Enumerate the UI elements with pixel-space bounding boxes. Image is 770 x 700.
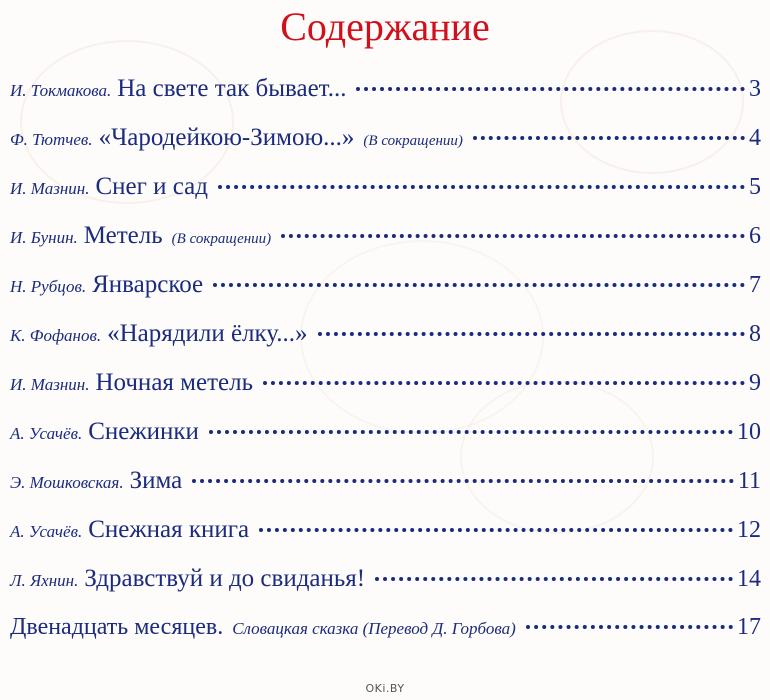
dot-leader (473, 136, 745, 140)
toc-entry[interactable] (0, 369, 770, 418)
entry-author: А. Усачёв. (10, 424, 83, 443)
watermark: OKi.BY (365, 682, 405, 695)
entry-author: Л. Яхнин. (10, 571, 79, 590)
entry-author: И. Бунин. (10, 228, 78, 247)
entry-title: Январское (92, 271, 204, 298)
entry-author: Э. Мошковская. (10, 473, 124, 492)
toc-entry[interactable] (0, 173, 770, 222)
entry-page-number: 7 (749, 272, 761, 298)
entry-title: Здравствуй и до свиданья! (84, 565, 366, 592)
entry-page-number: 4 (749, 125, 761, 151)
dot-leader (375, 577, 733, 581)
entry-page-number: 3 (749, 76, 761, 102)
entry-title: Снежная книга (88, 516, 250, 543)
toc-entry[interactable] (0, 271, 770, 320)
toc-entry[interactable] (0, 565, 770, 614)
toc-entry[interactable] (0, 222, 770, 271)
entry-author: И. Токмакова. (10, 81, 112, 100)
toc-entry[interactable] (0, 124, 770, 173)
dot-leader (213, 283, 745, 287)
dot-leader (281, 234, 745, 238)
toc-entry[interactable] (0, 516, 770, 565)
entry-title: Ночная метель (95, 369, 253, 396)
dot-leader (356, 87, 745, 91)
dot-leader (192, 479, 734, 483)
dot-leader (218, 185, 745, 189)
entry-page-number: 9 (749, 370, 761, 396)
entry-page-number: 10 (737, 419, 761, 445)
entry-page-number: 14 (737, 566, 761, 592)
table-of-contents (0, 75, 770, 666)
entry-page-number: 17 (737, 614, 761, 640)
entry-title: Зима (129, 467, 183, 494)
dot-leader (259, 528, 733, 532)
toc-entry[interactable] (0, 418, 770, 467)
dot-leader (209, 430, 733, 434)
entry-title: На свете так бывает... (117, 75, 347, 102)
entry-title: Двенадцать месяцев. (10, 614, 224, 640)
entry-page-number: 6 (749, 223, 761, 249)
entry-author: А. Усачёв. (10, 522, 83, 541)
toc-entry[interactable] (0, 75, 770, 124)
entry-author: И. Мазнин. (10, 375, 90, 394)
entry-author: Н. Рубцов. (10, 277, 87, 296)
entry-page-number: 5 (749, 174, 761, 200)
entry-note: (В сокращении) (363, 133, 463, 149)
entry-author: И. Мазнин. (10, 179, 90, 198)
dot-leader (526, 625, 733, 629)
entry-author: К. Фофанов. (10, 326, 102, 345)
entry-title: Метель (83, 222, 163, 249)
page-title: Содержание (280, 4, 490, 49)
entry-note: Словацкая сказка (Перевод Д. Горбова) (232, 619, 516, 638)
entry-page-number: 12 (737, 517, 761, 543)
entry-title: Снег и сад (95, 173, 208, 200)
entry-author: Ф. Тютчев. (10, 130, 93, 149)
toc-entry[interactable] (0, 320, 770, 369)
entry-title: «Нарядили ёлку...» (107, 320, 308, 347)
entry-note: (В сокращении) (171, 231, 272, 247)
dot-leader (318, 332, 745, 336)
entry-page-number: 11 (737, 468, 761, 494)
entry-title: Снежинки (88, 418, 199, 445)
toc-entry[interactable] (0, 614, 770, 666)
entry-page-number: 8 (749, 321, 761, 347)
toc-entry[interactable] (0, 467, 770, 516)
dot-leader (263, 381, 745, 385)
entry-title: «Чародейкою-Зимою...» (98, 124, 355, 151)
